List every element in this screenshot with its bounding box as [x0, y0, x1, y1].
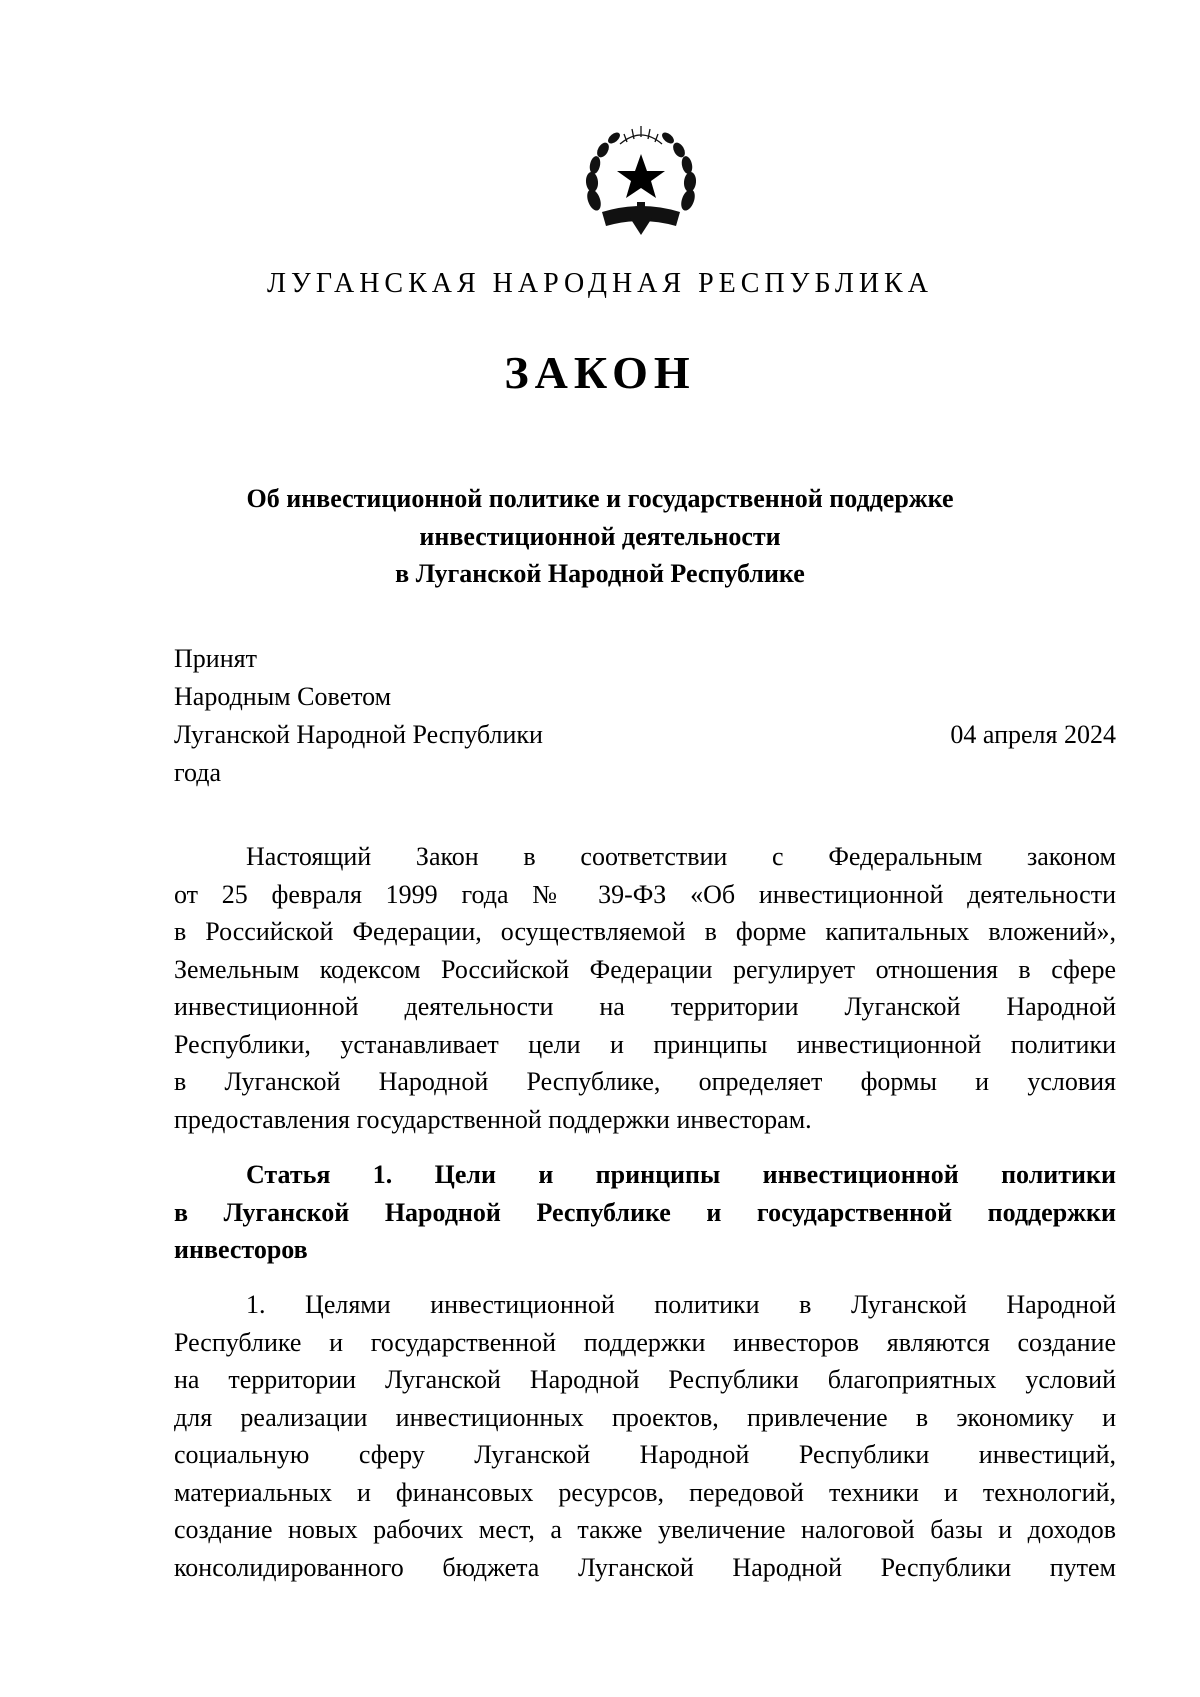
paragraph-line: материальных и финансовых ресурсов, передовой техники и технологий,	[174, 1477, 1116, 1507]
coat-of-arms-emblem	[580, 122, 702, 237]
paragraph-line: социальную сферу Луганской Народной Республики инвестиций,	[174, 1440, 1116, 1469]
preamble-line: в Российской Федерации, осуществляемой в форме капитальных вложений»,	[174, 917, 1116, 946]
adoption-line: Принят	[174, 644, 257, 673]
law-title	[200, 480, 1000, 593]
law-title-line: инвестиционной деятельности	[419, 521, 781, 551]
adoption-date: 04 апреля 2024	[950, 720, 1116, 749]
preamble-line: в Луганской Народной Республике, определяет формы и условия	[174, 1067, 1116, 1096]
adoption-line: года	[174, 758, 222, 787]
article-heading-line: в Луганской Народной Республике и государственной поддержки	[174, 1197, 1116, 1227]
paragraph-line: на территории Луганской Народной Республики благоприятных условий	[174, 1365, 1116, 1394]
article-1-paragraph-1	[174, 1286, 1116, 1586]
article-1-heading	[174, 1156, 1116, 1269]
adoption-line: Народным Советом	[174, 682, 392, 711]
law-title-line: Об инвестиционной политике и государственной поддержке	[246, 484, 954, 513]
adoption-block	[174, 640, 543, 792]
paragraph-line: создание новых рабочих мест, а также увеличение налоговой базы и доходов	[174, 1515, 1116, 1544]
preamble-line: от 25 февраля 1999 года № 39-ФЗ «Об инвестиционной деятельности	[174, 879, 1116, 909]
paragraph-line: 1. Целями инвестиционной политики в Луганской Народной	[246, 1290, 1116, 1319]
preamble-line: инвестиционной деятельности на территории Луганской Народной	[174, 992, 1116, 1021]
paragraph-line: для реализации инвестиционных проектов, привлечение в экономику и	[174, 1402, 1116, 1432]
preamble-line: предоставления государственной поддержки инвесторам.	[174, 1104, 812, 1134]
article-heading-line: инвесторов	[174, 1235, 308, 1264]
preamble-line: Республики, устанавливает цели и принципы инвестиционной политики	[174, 1029, 1116, 1059]
preamble-paragraph	[174, 838, 1116, 1138]
paragraph-line: консолидированного бюджета Луганской Народной Республики путем	[174, 1552, 1116, 1582]
preamble-line: Земельным кодексом Российской Федерации регулирует отношения в сфере	[174, 954, 1116, 984]
republic-name: ЛУГАНСКАЯ НАРОДНАЯ РЕСПУБЛИКА	[267, 268, 933, 299]
preamble-line: Настоящий Закон в соответствии с Федеральным законом	[246, 842, 1116, 871]
law-title-line: в Луганской Народной Республике	[395, 559, 805, 588]
adoption-line: Луганской Народной Республики	[174, 720, 543, 749]
document-type-heading: ЗАКОН	[504, 347, 696, 398]
article-heading-line: Статья 1. Цели и принципы инвестиционной политики	[246, 1160, 1116, 1189]
paragraph-line: Республике и государственной поддержки инвесторов являются создание	[174, 1327, 1116, 1357]
